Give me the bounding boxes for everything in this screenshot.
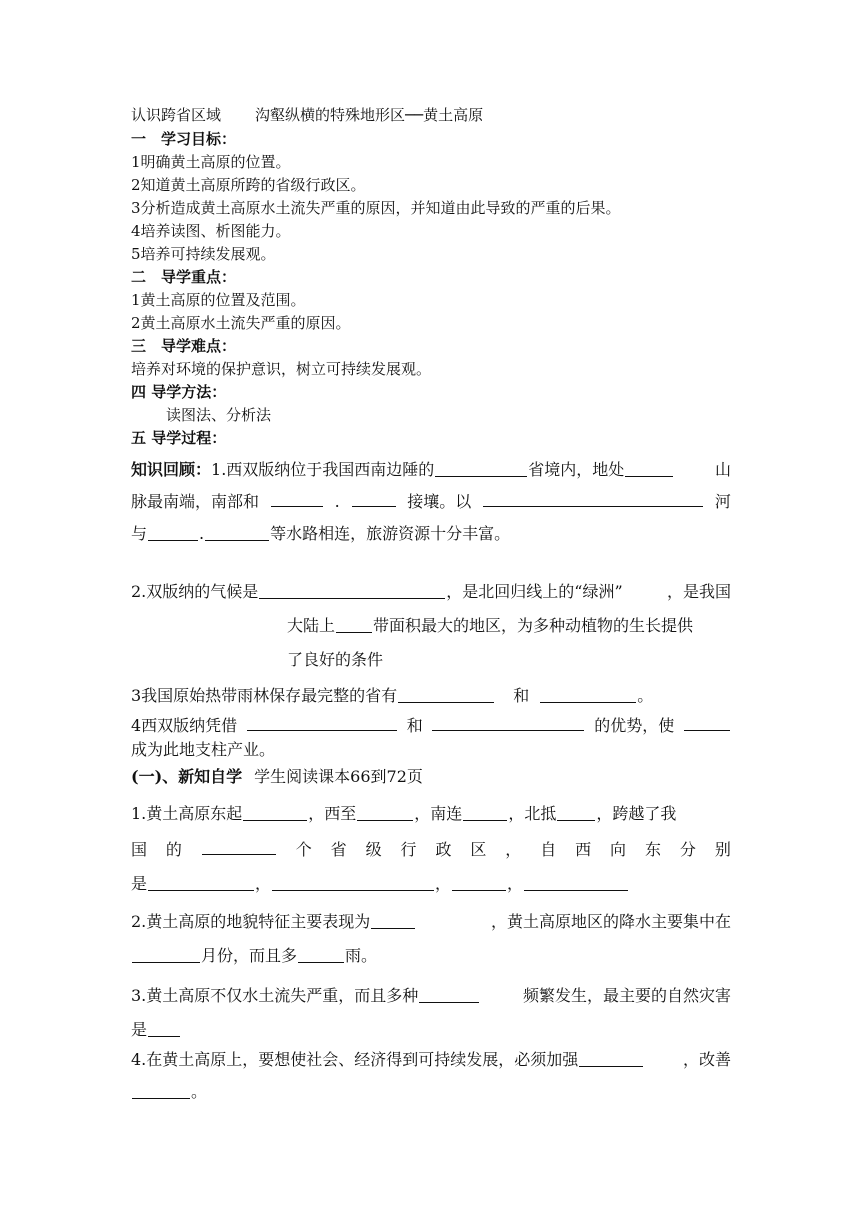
- answer-blank[interactable]: [132, 946, 200, 963]
- review-question-2: 2.双版纳的气候是 ，是北回归线上的“绿洲” ，是我国: [131, 582, 731, 601]
- section-heading: 一 学习目标：: [131, 130, 237, 148]
- answer-blank[interactable]: [202, 838, 276, 855]
- answer-blank[interactable]: [463, 804, 507, 821]
- answer-blank[interactable]: [352, 490, 396, 507]
- study-question-3: 是: [131, 1018, 731, 1042]
- study-question-1: 1.黄土高原东起 ，西至 ，南连 ，北抵 ，跨越了我: [131, 804, 677, 823]
- doc-title: 认识跨省区域 沟壑纵横的特殊地形区──黄土高原: [131, 106, 484, 124]
- list-item: 1黄土高原的位置及范围。: [131, 291, 306, 309]
- answer-blank[interactable]: [132, 1082, 190, 1099]
- section-heading: 二 导学重点：: [131, 268, 237, 286]
- answer-blank[interactable]: [336, 616, 372, 633]
- paragraph: 读图法、分析法: [166, 406, 272, 424]
- section-heading: (一)、新知自学 学生阅读课本66到72页: [131, 767, 423, 786]
- answer-blank[interactable]: [271, 490, 323, 507]
- answer-blank[interactable]: [435, 460, 527, 477]
- review-question-1: 脉最南端，南部和 . 接壤。以 河: [131, 492, 731, 511]
- answer-blank[interactable]: [524, 874, 628, 891]
- answer-blank[interactable]: [357, 804, 413, 821]
- paragraph: 培养对环境的保护意识，树立可持续发展观。: [131, 360, 432, 378]
- review-question-2: 大陆上 带面积最大的地区，为多种动植物的生长提供: [287, 616, 694, 635]
- review-question-2: 了良好的条件: [287, 650, 384, 669]
- section-heading: 五 导学过程：: [131, 429, 227, 447]
- answer-blank[interactable]: [148, 874, 254, 891]
- answer-blank[interactable]: [540, 686, 636, 703]
- answer-blank[interactable]: [148, 1020, 180, 1037]
- answer-blank[interactable]: [684, 714, 730, 731]
- study-question-1: 是 ， ， ，: [131, 872, 731, 896]
- study-question-4: 。: [131, 1080, 731, 1104]
- answer-blank[interactable]: [243, 804, 307, 821]
- study-question-2: 2.黄土高原的地貌特征主要表现为 ，黄土高原地区的降水主要集中在: [131, 912, 731, 931]
- review-question-4: 4西双版纳凭借 和 的优势，使: [131, 714, 731, 738]
- study-question-1: 国 的 个 省 级 行 政 区 ， 自 西 向 东 分 别: [131, 840, 731, 859]
- answer-blank[interactable]: [259, 582, 445, 599]
- answer-blank[interactable]: [579, 1050, 643, 1067]
- answer-blank[interactable]: [247, 714, 397, 731]
- answer-blank[interactable]: [452, 874, 506, 891]
- list-item: 2黄土高原水土流失严重的原因。: [131, 314, 351, 332]
- answer-blank[interactable]: [432, 714, 584, 731]
- list-item: 1明确黄土高原的位置。: [131, 153, 291, 171]
- answer-blank[interactable]: [419, 986, 479, 1003]
- answer-blank[interactable]: [272, 874, 434, 891]
- study-question-2: 月份，而且多 雨。: [131, 944, 731, 968]
- list-item: 4培养读图、析图能力。: [131, 222, 291, 240]
- section-heading: 四 导学方法：: [131, 383, 227, 401]
- review-question-3: 3我国原始热带雨林保存最完整的省有 和 。: [131, 686, 654, 705]
- answer-blank[interactable]: [298, 946, 344, 963]
- list-item: 5培养可持续发展观。: [131, 245, 276, 263]
- answer-blank[interactable]: [625, 460, 673, 477]
- study-question-4: 4.在黄土高原上，要想使社会、经济得到可持续发展，必须加强 ，改善: [131, 1050, 731, 1069]
- list-item: 3分析造成黄土高原水土流失严重的原因，并知道由此导致的严重的后果。: [131, 199, 621, 217]
- review-question-1: 与 . 等水路相连，旅游资源十分丰富。: [131, 524, 511, 543]
- review-question-4: 成为此地支柱产业。: [131, 740, 276, 759]
- answer-blank[interactable]: [371, 912, 415, 929]
- list-item: 2知道黄土高原所跨的省级行政区。: [131, 176, 366, 194]
- answer-blank[interactable]: [483, 490, 703, 507]
- study-question-3: 3.黄土高原不仅水土流失严重，而且多种 频繁发生，最主要的自然灾害: [131, 986, 731, 1005]
- answer-blank[interactable]: [398, 686, 494, 703]
- review-question-1: 知识回顾：1.西双版纳位于我国西南边陲的 省境内，地处 山: [131, 460, 731, 479]
- answer-blank[interactable]: [148, 524, 198, 541]
- answer-blank[interactable]: [557, 804, 595, 821]
- section-heading: 三 导学难点：: [131, 337, 237, 355]
- answer-blank[interactable]: [205, 524, 269, 541]
